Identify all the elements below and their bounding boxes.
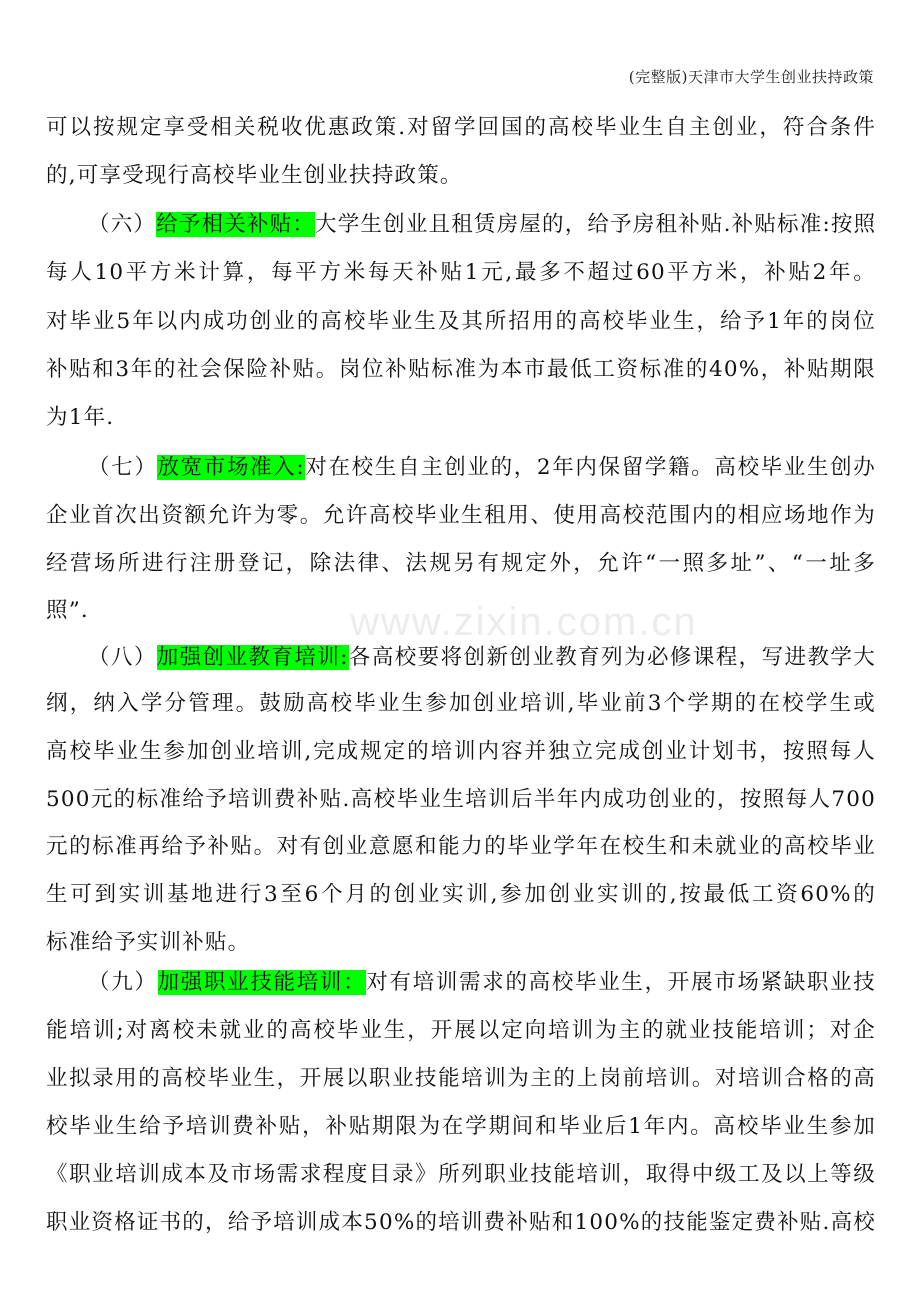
paragraph-line: 标准给予实训补贴。: [46, 930, 251, 955]
paragraph-line: 可以按规定享受相关税收优惠政策.对留学回国的高校毕业生自主创业，符合条件: [46, 115, 876, 140]
paragraph-line: 业拟录用的高校毕业生，开展以职业技能培训为主的上岗前培训。对培训合格的高: [46, 1066, 876, 1091]
paragraph-line: 元的标准再给予补贴。对有创业意愿和能力的毕业学年在校生和未就业的高校毕业: [46, 834, 876, 859]
paragraph-line: 补贴和3年的社会保险补贴。岗位补贴标准为本市最低工资标准的40%，补贴期限: [46, 357, 876, 382]
paragraph-line: 职业资格证书的，给予培训成本50%的培训费补贴和100%的技能鉴定费补贴.高校: [46, 1210, 876, 1235]
paragraph-line: 为1年.: [46, 405, 115, 430]
paragraph-line: 每人10平方米计算，每平方米每天补贴1元,最多不超过60平方米，补贴2年。: [46, 260, 876, 285]
section-8-text: 各高校要将创新创业教育列为必修课程，写进教学大: [348, 645, 876, 670]
paragraph-line: 《职业培训成本及市场需求程度目录》所列职业技能培训，取得中级工及以上等级: [46, 1162, 876, 1187]
paragraph-line: 的,可享受现行高校毕业生创业扶持政策。: [46, 163, 463, 188]
section-8-heading: 加强创业教育培训:: [156, 645, 349, 670]
paragraph-line: 高校毕业生参加创业培训,完成规定的培训内容并独立完成创业计划书，按照每人: [46, 739, 876, 764]
section-8-first-line: [88, 642, 876, 674]
section-6-prefix: （六）: [88, 212, 157, 237]
section-7-prefix: （七）: [88, 455, 158, 480]
document-header-title: (完整版)天津市大学生创业扶持政策: [628, 68, 874, 86]
section-9-text: 对有培训需求的高校毕业生，开展市场紧缺职业技: [366, 970, 876, 995]
section-9-heading: 加强职业技能培训：: [157, 970, 367, 995]
section-7-first-line: [88, 452, 876, 484]
paragraph-line: 能培训;对离校未就业的高校毕业生，开展以定向培训为主的就业技能培训；对企: [46, 1018, 876, 1043]
section-7-heading: 放宽市场准入:: [157, 455, 305, 480]
paragraph-line: 经营场所进行注册登记，除法律、法规另有规定外，允许“一照多址”、“一址多: [46, 551, 876, 576]
paragraph-line: 校毕业生给予培训费补贴，补贴期限为在学期间和毕业后1年内。高校毕业生参加: [46, 1114, 876, 1139]
paragraph-line: 500元的标准给予培训费补贴.高校毕业生培训后半年内成功创业的，按照每人700: [46, 787, 876, 812]
section-9-prefix: （九）: [88, 970, 158, 995]
section-7-text: 对在校生自主创业的，2年内保留学籍。高校毕业生创办: [304, 455, 876, 480]
paragraph-line: 纲，纳入学分管理。鼓励高校毕业生参加创业培训,毕业前3个学期的在校学生或: [46, 691, 876, 716]
paragraph-line: 生可到实训基地进行3至6个月的创业实训,参加创业实训的,按最低工资60%的: [46, 882, 876, 907]
section-8-prefix: （八）: [88, 645, 157, 670]
section-9-first-line: [88, 967, 876, 999]
paragraph-line: 企业首次出资额允许为零。允许高校毕业生租用、使用高校范围内的相应场地作为: [46, 503, 876, 528]
section-6-text: 大学生创业且租赁房屋的，给予房租补贴.补贴标准:按照: [315, 212, 876, 237]
section-6-heading: 给予相关补贴：: [156, 212, 316, 237]
paragraph-line: 对毕业5年以内成功创业的高校毕业生及其所招用的高校毕业生，给予1年的岗位: [46, 309, 876, 334]
watermark: www.zixin.com.cn: [350, 600, 698, 644]
paragraph-line: 照”.: [46, 598, 89, 623]
section-6-first-line: [88, 209, 876, 241]
